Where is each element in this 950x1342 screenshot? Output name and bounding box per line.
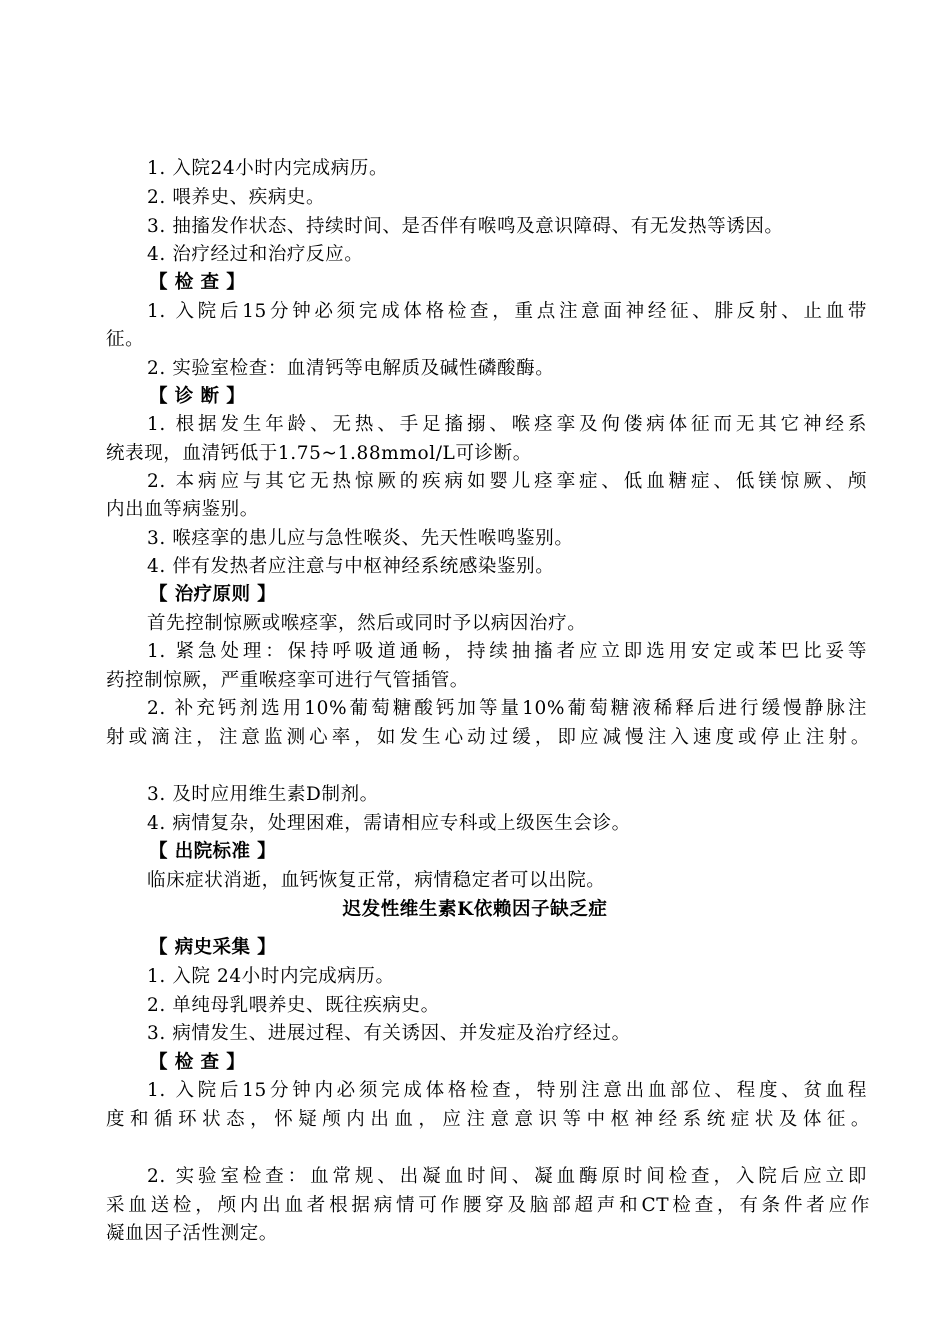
vkdb-history-item-1: 1. 入院 24小时内完成病历。 [147, 966, 395, 987]
vkdb-exam-item-1-cont: 度和循环状态，怀疑颅内出血，应注意意识等中枢神经系统症状及体征。 [106, 1109, 870, 1130]
history-item-1: 1. 入院24小时内完成病历。 [147, 158, 389, 179]
section-heading-history: 【 病史采集 】 [149, 937, 277, 958]
treatment-item-2-cont: 射或滴注，注意监测心率，如发生心动过缓，即应减慢注入速度或停止注射。 [106, 727, 870, 748]
exam-item-2: 2. 实验室检查：血清钙等电解质及碱性磷酸酶。 [147, 358, 555, 379]
treatment-item-2: 2. 补充钙剂选用10%葡萄糖酸钙加等量10%葡萄糖液稀释后进行缓慢静脉注 [147, 698, 867, 719]
discharge-criteria: 临床症状消逝，血钙恢复正常，病情稳定者可以出院。 [147, 870, 606, 891]
vkdb-history-item-2: 2. 单纯母乳喂养史、既往疾病史。 [147, 995, 440, 1016]
treatment-item-4: 4. 病情复杂，处理困难，需请相应专科或上级医生会诊。 [147, 813, 631, 834]
chapter-title: 迟发性维生素K依赖因子缺乏症 [342, 899, 608, 920]
history-item-2: 2. 喂养史、疾病史。 [147, 187, 326, 208]
vkdb-exam-item-2-cont: 采血送检，颅内出血者根据病情可作腰穿及脑部超声和CT检查，有条件者应作 [106, 1195, 870, 1216]
diagnosis-item-1-cont: 统表现，血清钙低于1.75~1.88mmol/L可诊断。 [106, 443, 532, 464]
diagnosis-item-2: 2. 本病应与其它无热惊厥的疾病如婴儿痉挛症、低血糖症、低镁惊厥、颅 [147, 471, 867, 492]
section-heading-treatment: 【 治疗原则 】 [149, 584, 277, 605]
treatment-item-3: 3. 及时应用维生素D制剂。 [147, 784, 379, 805]
vkdb-exam-item-2-cont-2: 凝血因子活性测定。 [106, 1223, 278, 1244]
section-heading-diagnosis: 【 诊 断 】 [149, 386, 246, 407]
exam-item-1: 1. 入院后15分钟必须完成体格检查，重点注意面神经征、腓反射、止血带 [147, 301, 867, 322]
exam-item-1-cont: 征。 [106, 329, 145, 350]
section-heading-exam: 【 检 查 】 [149, 272, 246, 293]
diagnosis-item-1: 1. 根据发生年龄、无热、手足搐搦、喉痉挛及佝偻病体征而无其它神经系 [147, 414, 867, 435]
history-item-4: 4. 治疗经过和治疗反应。 [147, 244, 364, 265]
treatment-item-1: 1. 紧急处理：保持呼吸道通畅，持续抽搐者应立即选用安定或苯巴比妥等 [147, 641, 867, 662]
diagnosis-item-3: 3. 喉痉挛的患儿应与急性喉炎、先天性喉鸣鉴别。 [147, 528, 574, 549]
section-heading-discharge: 【 出院标准 】 [149, 841, 277, 862]
history-item-3: 3. 抽搐发作状态、持续时间、是否伴有喉鸣及意识障碍、有无发热等诱因。 [147, 216, 784, 237]
section-heading-exam-2: 【 检 查 】 [149, 1052, 246, 1073]
vkdb-exam-item-1: 1. 入院后15分钟内必须完成体格检查，特别注意出血部位、程度、贫血程 [147, 1080, 867, 1101]
treatment-intro: 首先控制惊厥或喉痉挛，然后或同时予以病因治疗。 [147, 613, 587, 634]
diagnosis-item-4: 4. 伴有发热者应注意与中枢神经系统感染鉴别。 [147, 556, 555, 577]
diagnosis-item-2-cont: 内出血等病鉴别。 [106, 499, 259, 520]
vkdb-history-item-3: 3. 病情发生、进展过程、有关诱因、并发症及治疗经过。 [147, 1023, 631, 1044]
vkdb-exam-item-2: 2. 实验室检查：血常规、出凝血时间、凝血酶原时间检查，入院后应立即 [147, 1166, 867, 1187]
treatment-item-1-cont: 药控制惊厥，严重喉痉挛可进行气管插管。 [106, 670, 469, 691]
